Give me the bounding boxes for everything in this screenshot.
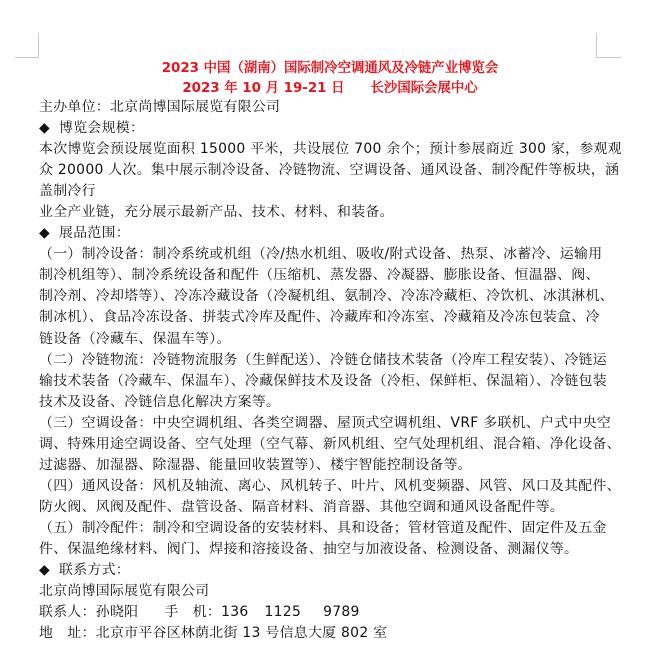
- heading-text: 展品范围：: [59, 225, 130, 242]
- range-line: 调、特殊用途空调设备、空气处理（空气幕、新风机组、空气处理机组、混合箱、净化设备、: [39, 435, 621, 452]
- range-line: 过滤器、加湿器、除湿器、能量回收装置等）、楼宇智能控制设备等。: [39, 456, 472, 473]
- range-line: 制冷机组等）、制冷系统设备和配件（压缩机、蒸发器、冷凝器、膨胀设备、恒温器、阀、: [39, 267, 600, 284]
- contact-person-name: 孙晓阳: [95, 604, 139, 621]
- scale-line: 本次博览会预设展览面积 15000 平米，共设展位 700 余个；预计参展商近 300 家，参观观: [39, 141, 622, 158]
- address-label: 地 址：: [39, 625, 96, 642]
- range-line: （五）制冷配件：制冷和空调设备的安装材料、具和设备；管材管道及配件、固定件及五金: [39, 519, 607, 536]
- range-line: （四）通风设备：风机及轴流、离心、风机转子、叶片、风机变频器、风管、风口及其配件、: [39, 477, 621, 494]
- corner-mark-horizontal: [15, 57, 39, 58]
- range-section-ventilation: [39, 476, 621, 518]
- section-heading-contact: [39, 560, 599, 581]
- contact-person-label: 联系人：: [39, 604, 96, 621]
- section-heading-range: [39, 223, 599, 244]
- address-value: 北京市平谷区林荫北街 13 号信息大厦 802 室: [95, 625, 388, 642]
- phone-part: 9789: [323, 604, 360, 621]
- range-line: 技术及设备、冷链信息化解决方案等。: [39, 393, 281, 410]
- range-line: 件、保温绝缘材料、阀门、焊接和溶接设备、抽空与加液设备、检测设备、测漏仪等。: [39, 540, 579, 557]
- scale-line: 盖制冷行: [39, 183, 96, 200]
- event-venue: 长沙国际会展中心: [370, 81, 478, 96]
- contact-person-line: [39, 602, 599, 623]
- range-line: 输技术装备（冷藏车、保温车）、冷藏保鲜技术及设备（冷柜、保鲜柜、保温箱）、冷链包装: [39, 372, 607, 389]
- organizer-line: 主办单位：北京尚博国际展览有限公司: [39, 99, 281, 115]
- phone-label: 手 机：: [164, 604, 222, 621]
- document-title: 2023 中国（湖南）国际制冷空调通风及冷链产业博览会: [161, 61, 499, 76]
- range-section-refrigeration: [39, 244, 614, 349]
- scale-line: 业全产业链，充分展示最新产品、技术、材料、和装备。: [39, 204, 394, 221]
- range-line: （三）空调设备：中央空调机组、各类空调器、屋顶式空调机组、VRF 多联机、户式中央空: [39, 414, 612, 431]
- scale-line: 众 20000 人次。集中展示制冷设备、冷链物流、空调设备、通风设备、制冷配件等板块，涵: [39, 162, 620, 179]
- document-subtitle: [0, 79, 660, 99]
- corner-mark-vertical: [596, 33, 597, 58]
- contact-address-line: [39, 623, 599, 644]
- range-line: （一）制冷设备：制冷系统或机组（冷/热水机组、吸收/附式设备、热泵、冰蓄冷、运输用: [39, 246, 603, 263]
- corner-mark-horizontal: [596, 57, 621, 58]
- diamond-bullet-icon: ◆: [39, 562, 50, 579]
- corner-mark-vertical: [38, 33, 39, 58]
- heading-text: 联系方式：: [59, 562, 130, 579]
- range-section-accessories: [39, 518, 607, 560]
- diamond-bullet-icon: ◆: [39, 225, 50, 242]
- heading-text: 博览会规模：: [59, 120, 145, 137]
- contact-company: 北京尚博国际展览有限公司: [39, 583, 210, 600]
- range-section-air-conditioning: [39, 413, 621, 476]
- range-line: 链设备（冷藏车、保温车等）。: [39, 330, 231, 347]
- document-body: [39, 97, 622, 644]
- range-section-cold-chain: [39, 350, 607, 413]
- phone-part: 1125: [264, 604, 302, 621]
- event-date: 2023 年 10 月 19-21 日: [182, 81, 345, 96]
- section-heading-scale: [39, 118, 599, 139]
- range-line: 制冰机）、食品冷冻设备、拼装式冷库及配件、冷藏库和冷冻室、冷藏箱及冷冻包装盒、冷: [39, 309, 600, 326]
- range-line: （二）冷链物流：冷链物流服务（生鲜配送）、冷链仓储技术装备（冷库工程安装）、冷链运: [39, 351, 607, 368]
- range-line: 制冷剂、冷却塔等）、冷冻冷藏设备（冷凝机组、氨制冷、冷冻冷藏柜、冷饮机、冰淇淋机、: [39, 288, 614, 305]
- diamond-bullet-icon: ◆: [39, 120, 50, 137]
- phone-part: 136: [221, 604, 249, 621]
- range-line: 防火阀、风阀及配件、盘管设备、隔音材料、消音器、其他空调和通风设备配件等。: [39, 498, 565, 515]
